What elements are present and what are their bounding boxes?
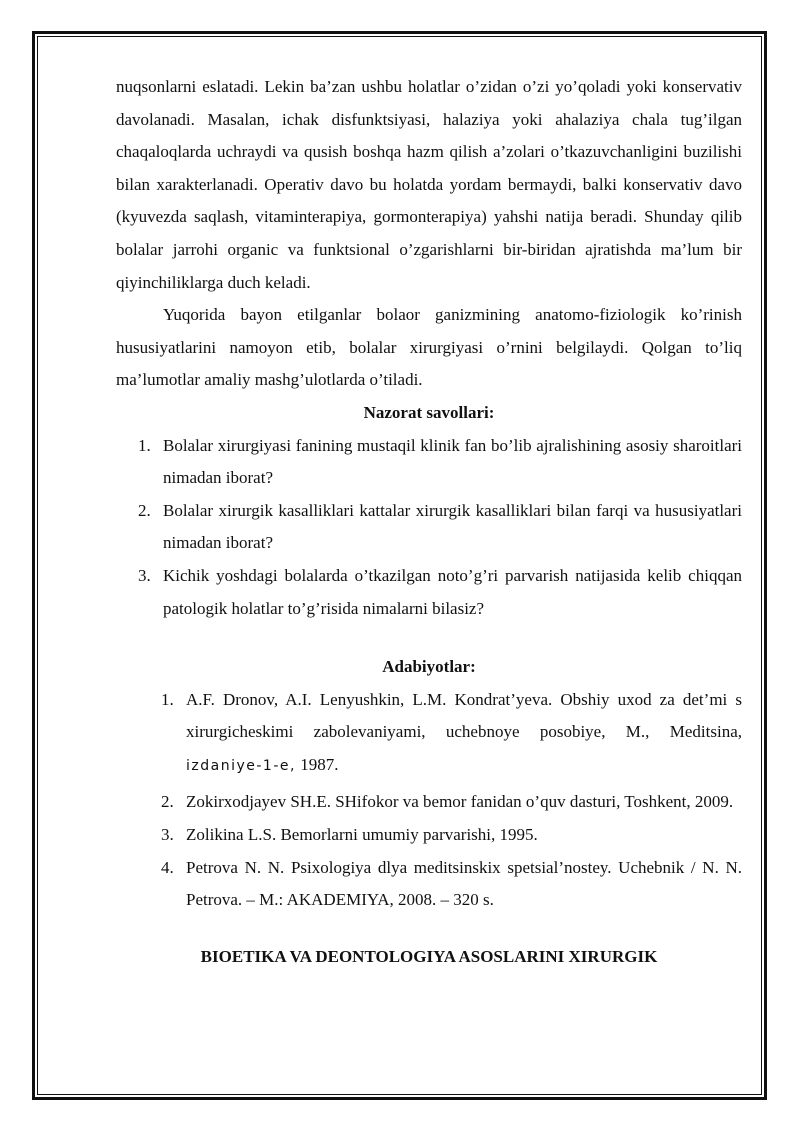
question-item <box>116 560 742 625</box>
reference-text: Petrova N. N. Psixologiya dlya meditsinskix spetsial’nostey. Uchebnik / N. N. Petrova. – M.: AKADEMIYA, 2008. – 320 s. <box>186 857 742 910</box>
references-list <box>116 684 742 917</box>
reference-number: 1. <box>161 689 174 709</box>
reference-text: Zokirxodjayev SH.E. SHifokor va bemor fanidan o’quv dasturi, Toshkent, 2009. <box>186 792 734 812</box>
question-number: 3. <box>138 565 151 585</box>
reference-item <box>116 786 742 819</box>
question-text: Bolalar xirurgiyasi fanining mustaqil klinik fan bo’lib ajralishining asosiy sharoitlari nimadan iborat? <box>163 435 742 488</box>
references-heading: Adabiyotlar: <box>382 657 476 677</box>
question-number: 1. <box>138 435 151 455</box>
questions-list <box>116 430 742 626</box>
question-text: Kichik yoshdagi bolalarda o’tkazilgan noto’g’ri parvarish natijasida kelib chiqqan patologik holatlar to’g’risida nimalarni bilasiz? <box>163 565 742 618</box>
reference-item <box>116 684 742 783</box>
reference-number: 4. <box>161 857 174 877</box>
question-item <box>116 430 742 495</box>
next-section-title: BIOETIKA VA DEONTOLOGIYA ASOSLARINI XIRURGIK <box>200 946 658 966</box>
reference-item <box>116 852 742 917</box>
reference-number: 2. <box>161 792 174 812</box>
intro-paragraph: nuqsonlarni eslatadi. Lekin ba’zan ushbu holatlar o’zidan o’zi yo’qoladi yoki konservativ davolanadi. Masalan, ichak disfunktsiyasi, halaziya yoki ahalaziya chala tug’ilgan chaqaloqlarda uchraydi va qusish boshqa hazm qilish a’zolari o’tkazuvchanligini buzilishi bilan xarakterlanadi. Operativ davo bu holatda yordam bermaydi, balki konservativ davo (kyuvezda saqlash, vitaminterapiya, gormonterapiya) yahshi natija beradi. Shunday qilib bolalar jarrohi organic va funktsional o’zgarishlarni bir-biridan ajratishda ma’lum bir qiyinchiliklarga duch keladi. <box>116 77 742 292</box>
reference-item <box>116 819 742 852</box>
summary-paragraph: Yuqorida bayon etilganlar bolaor ganizmining anatomo-fiziologik ko’rinish hususiyatlarini namoyon etib, bolalar xirurgiyasi o’rnini belgilaydi. Qolgan to’liq ma’lumotlar amaliy mashg’ulotlarda o’tiladi. <box>116 305 742 390</box>
question-item <box>116 495 742 560</box>
questions-heading: Nazorat savollari: <box>363 402 495 422</box>
page-content <box>116 71 742 973</box>
reference-text: A.F. Dronov, A.I. Lenyushkin, L.M. Kondrat’yeva. Obshiy uxod za det’mi s xirurgicheskimi zabolevaniyami, uchebnoye posobiye, M., Meditsina, <box>186 689 742 742</box>
reference-number: 3. <box>161 825 174 845</box>
reference-year: 1987. <box>300 754 339 774</box>
question-text: Bolalar xirurgik kasalliklari kattalar xirurgik kasalliklari bilan farqi va hususiyatlari nimadan iborat? <box>163 500 742 553</box>
reference-edition: izdaniye-1-e, <box>186 757 296 774</box>
reference-text: Zolikina L.S. Bemorlarni umumiy parvarishi, 1995. <box>186 825 538 845</box>
question-number: 2. <box>138 500 151 520</box>
